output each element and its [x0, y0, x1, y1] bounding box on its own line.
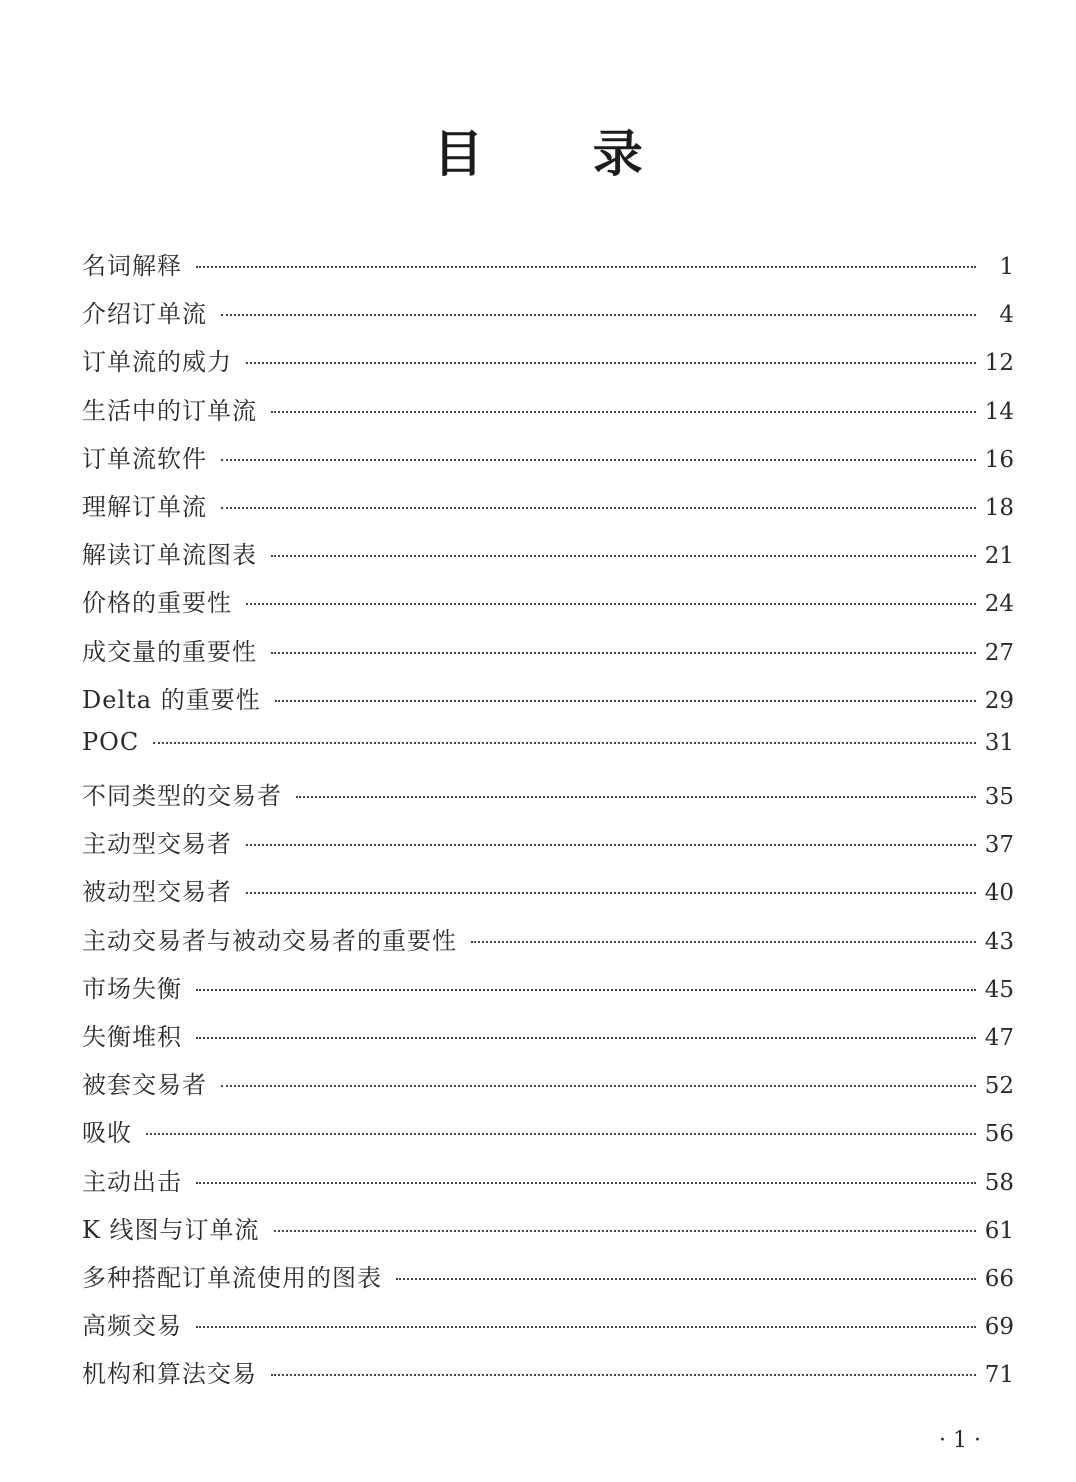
toc-entry-page: 4 [999, 302, 1014, 329]
toc-entry[interactable] [82, 824, 1014, 872]
toc-entry[interactable] [82, 776, 1014, 824]
toc-entry-label: 高频交易 [82, 1312, 182, 1341]
toc-entry-page: 45 [984, 976, 1014, 1003]
toc-entry-page: 35 [984, 784, 1014, 811]
toc-entry[interactable] [82, 680, 1014, 728]
toc-entry-label: 生活中的订单流 [82, 396, 257, 425]
toc-entry-label: 主动型交易者 [82, 830, 232, 859]
toc-entry[interactable] [82, 294, 1014, 342]
toc-entry[interactable] [82, 1354, 1014, 1402]
toc-entry-page: 24 [984, 591, 1014, 618]
toc-entry[interactable] [82, 872, 1014, 920]
toc-entry-label: 订单流软件 [82, 444, 207, 473]
toc-entry[interactable] [82, 583, 1014, 631]
dot-leader [221, 1085, 976, 1087]
toc-entry-page: 18 [984, 494, 1014, 521]
toc-entry-page: 71 [984, 1362, 1014, 1389]
toc-entry-label: 主动交易者与被动交易者的重要性 [82, 926, 457, 955]
toc-entry-page: 52 [984, 1073, 1014, 1100]
dot-leader [196, 1182, 976, 1184]
toc-entry[interactable] [82, 1065, 1014, 1113]
dot-leader [271, 555, 976, 557]
toc-entry[interactable] [82, 728, 1014, 776]
toc-entry-label: 吸收 [82, 1119, 132, 1148]
toc-entry[interactable] [82, 1210, 1014, 1258]
dot-leader [246, 844, 976, 846]
dot-leader [146, 1133, 976, 1135]
toc-entry-label: POC [82, 727, 140, 756]
dot-leader [153, 742, 976, 744]
dot-leader [271, 652, 976, 654]
toc-entry[interactable] [82, 1306, 1014, 1354]
toc-entry-page: 31 [984, 729, 1014, 756]
toc-entry[interactable] [82, 1017, 1014, 1065]
dot-leader [396, 1278, 976, 1280]
dot-leader [271, 1374, 976, 1376]
toc-entry-label: 失衡堆积 [82, 1023, 182, 1051]
toc-entry-page: 16 [984, 446, 1014, 473]
dot-leader [221, 459, 976, 461]
toc-entry-label: 解读订单流图表 [82, 541, 257, 570]
table-of-contents [82, 246, 1014, 1403]
toc-entry-page: 61 [984, 1217, 1014, 1244]
toc-entry[interactable] [82, 969, 1014, 1017]
toc-entry-page: 56 [984, 1121, 1014, 1148]
toc-entry-page: 43 [984, 928, 1014, 955]
dot-leader [246, 892, 976, 894]
toc-entry[interactable] [82, 1258, 1014, 1306]
dot-leader [274, 1230, 976, 1232]
toc-entry[interactable] [82, 342, 1014, 390]
toc-entry-page: 37 [984, 832, 1014, 859]
toc-entry-label: Delta 的重要性 [82, 685, 261, 714]
dot-leader [246, 603, 976, 605]
toc-entry-page: 66 [984, 1265, 1014, 1292]
toc-entry-label: 订单流的威力 [82, 348, 232, 377]
toc-entry-page: 58 [984, 1169, 1014, 1196]
toc-entry-label: 不同类型的交易者 [82, 782, 282, 811]
toc-entry-label: 市场失衡 [82, 974, 182, 1003]
toc-entry-label: 价格的重要性 [82, 589, 232, 618]
toc-entry-label: 多种搭配订单流使用的图表 [82, 1263, 382, 1292]
toc-entry-label: 被套交易者 [82, 1071, 207, 1100]
toc-entry[interactable] [82, 1162, 1014, 1210]
dot-leader [471, 941, 976, 943]
dot-leader [196, 266, 976, 268]
toc-entry-page: 29 [984, 687, 1014, 714]
toc-entry-label: 名词解释 [82, 252, 182, 280]
toc-entry-label: 成交量的重要性 [82, 637, 257, 666]
toc-entry-page: 40 [984, 880, 1014, 907]
toc-entry-page: 14 [984, 398, 1014, 425]
toc-entry[interactable] [82, 535, 1014, 583]
toc-entry[interactable] [82, 921, 1014, 969]
dot-leader [275, 700, 976, 702]
toc-entry[interactable] [82, 246, 1014, 294]
toc-entry[interactable] [82, 391, 1014, 439]
dot-leader [221, 314, 976, 316]
toc-entry-page: 69 [984, 1314, 1014, 1341]
toc-entry-page: 12 [984, 350, 1014, 377]
toc-entry-page: 1 [999, 254, 1014, 280]
dot-leader [271, 411, 976, 413]
page-number: · 1 · [939, 1428, 981, 1453]
toc-entry-label: 机构和算法交易 [82, 1360, 257, 1389]
toc-entry[interactable] [82, 487, 1014, 535]
dot-leader [246, 362, 976, 364]
dot-leader [296, 796, 976, 798]
toc-entry-page: 47 [984, 1025, 1014, 1051]
toc-entry[interactable] [82, 439, 1014, 487]
toc-entry-label: 介绍订单流 [82, 300, 207, 329]
page-title: 目 录 [433, 123, 689, 183]
toc-entry-label: K 线图与订单流 [82, 1215, 260, 1244]
dot-leader [196, 1037, 976, 1039]
toc-entry-label: 理解订单流 [82, 492, 207, 521]
dot-leader [196, 989, 976, 991]
toc-entry-label: 被动型交易者 [82, 878, 232, 907]
toc-entry[interactable] [82, 1113, 1014, 1161]
toc-entry-page: 27 [984, 639, 1014, 666]
toc-entry-page: 21 [984, 543, 1014, 570]
toc-entry-label: 主动出击 [82, 1167, 182, 1196]
dot-leader [221, 507, 976, 509]
dot-leader [196, 1326, 976, 1328]
toc-entry[interactable] [82, 632, 1014, 680]
